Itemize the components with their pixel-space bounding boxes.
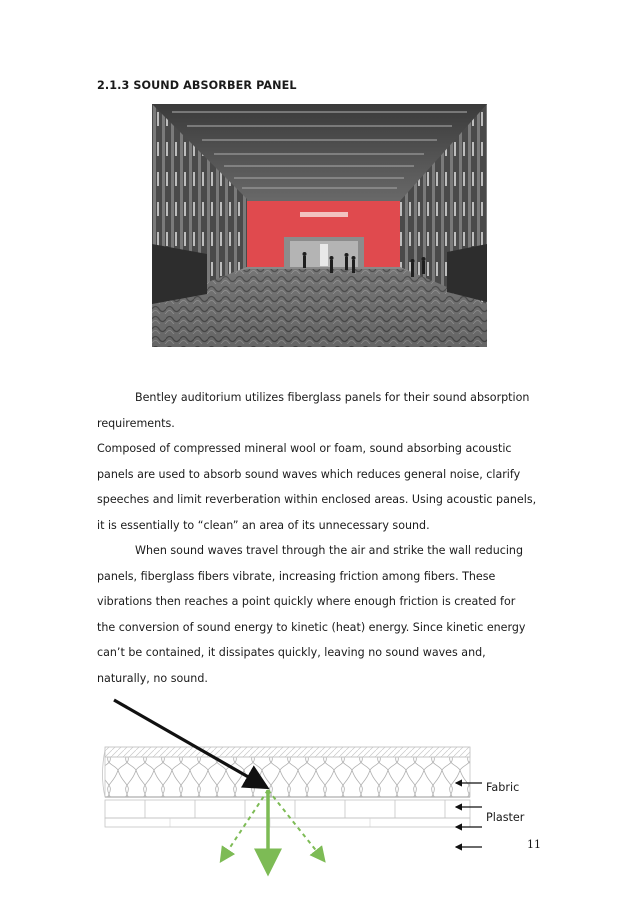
text-line: it is essentially to “clean” an area of its unnecessary sound. [97,518,430,532]
text-line: When sound waves travel through the air and strike the wall reducing [135,544,523,557]
paragraph-composition [97,436,547,538]
text-line: panels, fiberglass fibers vibrate, increasing friction among fibers. These [97,569,496,583]
text-line: vibrations then reaches a point quickly where enough friction is created for [97,595,516,609]
text-line: can’t be contained, it dissipates quickly, leaving no sound waves and, [97,646,486,660]
text-line: Composed of compressed mineral wool or foam, sound absorbing acoustic [97,442,512,455]
paragraph-intro [97,385,547,436]
text-line: requirements. [97,416,175,430]
text-line: naturally, no sound. [97,671,208,685]
text-line: speeches and limit reverberation within enclosed areas. Using acoustic panels, [97,493,537,507]
label-fabric: Fabric [486,781,520,794]
text-line: panels are used to absorb sound waves which reduces general noise, clarify [97,467,521,481]
text-line: Bentley auditorium utilizes fiberglass panels for their sound absorption [135,391,530,404]
label-plaster: Plaster [486,811,525,824]
text-line: the conversion of sound energy to kinetic (heat) energy. Since kinetic energy [97,620,526,634]
section-heading: 2.1.3 SOUND ABSORBER PANEL [97,79,297,92]
paragraph-mechanism [97,538,547,692]
auditorium-photo [152,104,487,347]
panel-section-diagram [100,690,530,900]
page-number: 11 [527,838,541,851]
